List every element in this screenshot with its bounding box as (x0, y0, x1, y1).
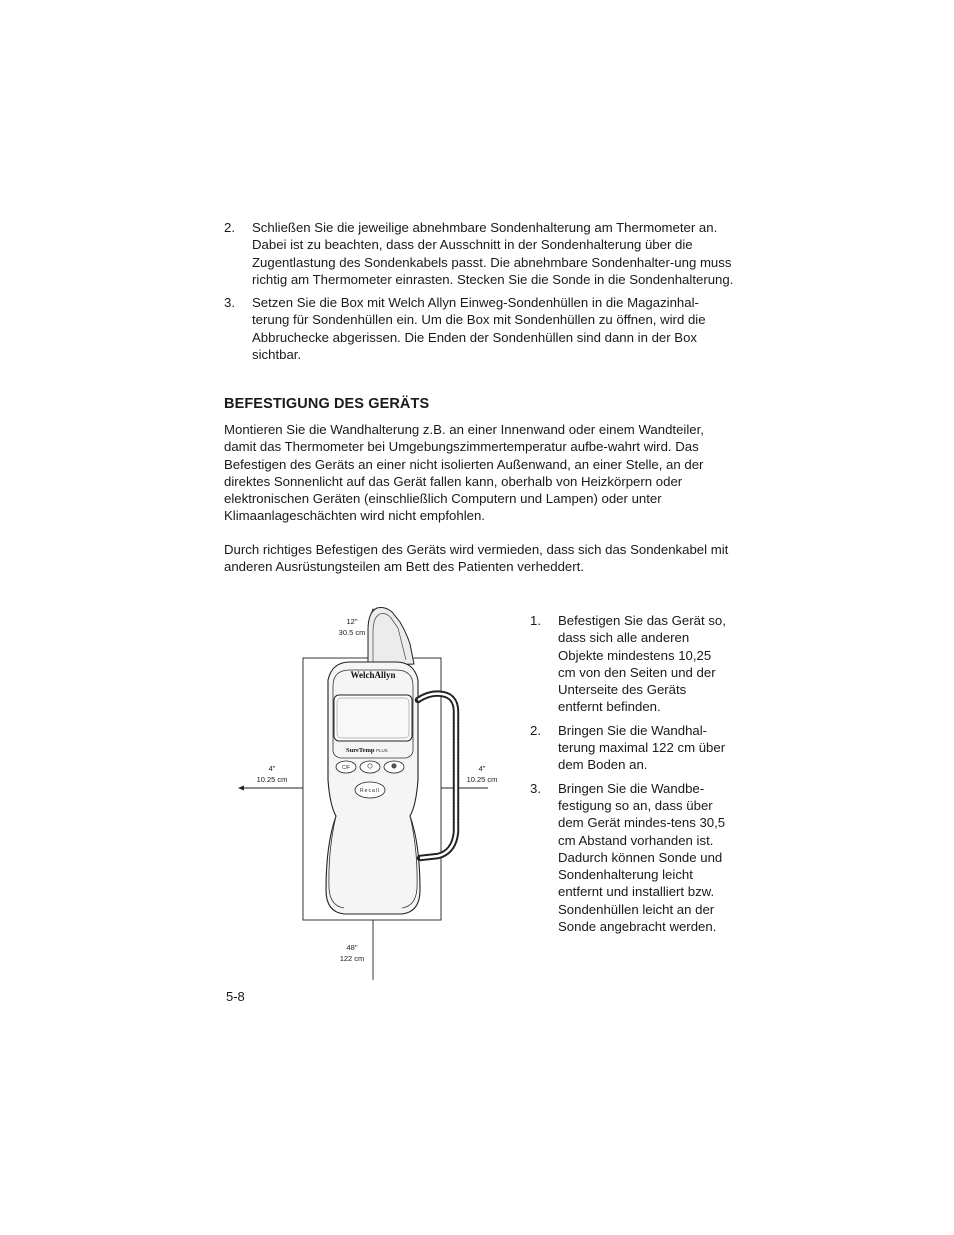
section-heading: BEFESTIGUNG DES GERÄTS (224, 396, 430, 412)
display-inner (337, 698, 409, 738)
mount-step (530, 612, 730, 716)
step-number: 2. (224, 220, 235, 235)
step-number: 3. (530, 780, 541, 796)
step-text: Bringen Sie die Wandbe-festigung so an, dass über dem Gerät mindes-tens 30,5 cm Abstand vorhanden ist. Dadurch können Sonde und Sondenhalterung leicht entfernt und installiert bzw. Sondenhüllen leicht an der Sonde angebracht werden. (558, 780, 726, 935)
svg-text:4": 4" (268, 764, 276, 773)
step-text: Bringen Sie die Wandhal-terung maximal 122 cm über dem Boden an. (558, 722, 726, 773)
child-icon (392, 764, 396, 768)
probe-holder (368, 608, 414, 667)
install-step (224, 294, 734, 363)
page-number: 5-8 (226, 989, 245, 1004)
clearance-top-label (339, 617, 366, 637)
arrow-left-icon (238, 786, 244, 791)
step-text: Schließen Sie die jeweilige abnehmbare Sondenhalterung am Thermometer an. Dabei ist zu beachten, dass der Ausschnitt in der Sondenhalterung über die Zugentlastung des Sondenkabels passt. Die abnehmbare Sondenhalter-ung muss richtig am Thermometer einrasten. Stecken Sie die Sonde in die Sondenhalterung. (252, 220, 734, 287)
brand-logo: WelchAllyn (350, 670, 396, 680)
svg-text:48": 48" (346, 943, 358, 952)
step-number: 2. (530, 722, 541, 738)
svg-text:122 cm: 122 cm (339, 954, 365, 963)
recall-button-label: Recall (360, 788, 380, 794)
clearance-bottom-label (340, 943, 365, 963)
step-number: 3. (224, 295, 235, 311)
clearance-right-label (467, 764, 498, 784)
mount-step (530, 780, 730, 936)
step-number: 1. (530, 613, 541, 628)
install-step (224, 219, 734, 288)
mount-step (530, 722, 730, 774)
step-text: Setzen Sie die Box mit Welch Allyn Einweg-Sondenhüllen in die Magazinhal-terung für Sondenhüllen ein. Um die Box mit Sondenhüllen zu öffnen, wird die Abbruchecke abgerissen. Die Enden der Sondenhüllen sind dann in der Box sichtbar. (252, 295, 706, 363)
svg-text:10.25 cm: 10.25 cm (466, 775, 498, 784)
model-logo: SureTemp (346, 747, 375, 754)
clearance-left-label (257, 764, 288, 784)
paragraph-mounting: Montieren Sie die Wandhalterung z.B. an einer Innenwand oder einem Wandteiler, damit das Thermometer bei Umgebungszimmertemperatur aufbe-wahrt wird. Das Befestigen des Geräts an einer nicht isolierten Außenwand, an einer Stelle, an der direktes Sonnenlicht auf das Gerät fallen kann, oberhalb von Heizkörpern oder elektronischen Geräten (einschließlich Computern und Lampen) oder unter Klimaanlageschächten wird nicht empfohlen. (224, 422, 704, 524)
svg-text:4": 4" (478, 764, 486, 773)
mount-steps-list (530, 612, 730, 941)
wall-mount-diagram (230, 600, 498, 985)
svg-text:10.25 cm: 10.25 cm (256, 775, 288, 784)
svg-text:30.5 cm: 30.5 cm (338, 628, 366, 637)
cf-button-label: C/F (341, 765, 351, 771)
install-steps-list (224, 219, 734, 369)
cable-core (418, 694, 456, 858)
svg-text:12": 12" (346, 617, 358, 626)
step-text: Befestigen Sie das Gerät so, dass sich alle anderen Objekte mindestens 10,25 cm von den Seiten und der Unterseite des Geräts entfernt befinden. (558, 613, 726, 715)
paragraph-cable: Durch richtiges Befestigen des Geräts wird vermieden, dass sich das Sondenkabel mit anderen Ausrüstungsteilen am Bett des Patienten verheddert. (224, 542, 729, 575)
coiled-probe-cable (418, 694, 456, 858)
model-suffix: PLUS (376, 748, 388, 753)
mode-button[interactable] (360, 761, 380, 773)
